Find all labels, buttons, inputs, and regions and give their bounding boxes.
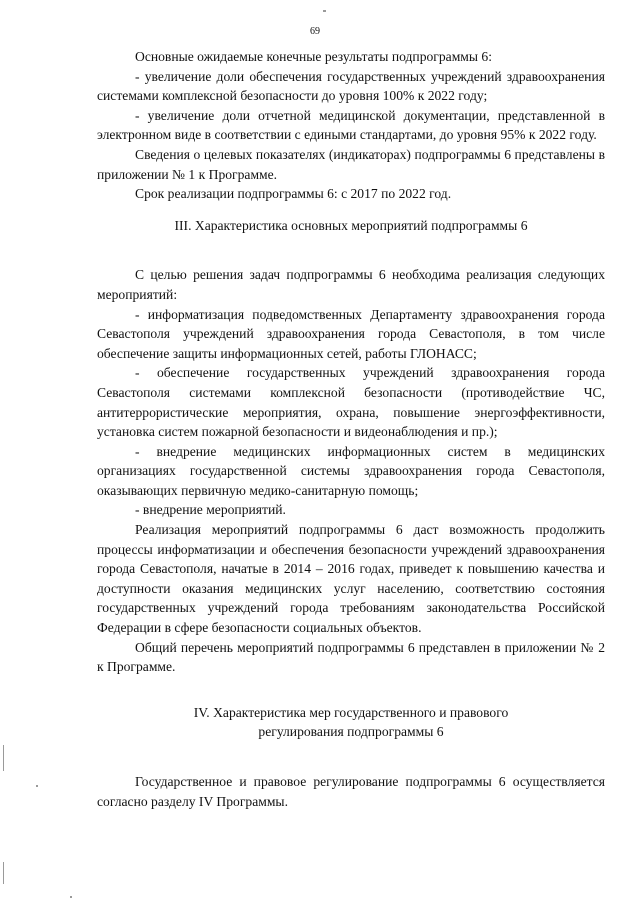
results-intro: Основные ожидаемые конечные результаты подпрограммы 6: bbox=[135, 49, 493, 64]
measure-item-3: - внедрение медицинских информационных систем в медицинских организациях государственной системы здравоохранения города Севастополя, оказывающих первичную медико-санитарную помощь; bbox=[97, 443, 605, 498]
document-body bbox=[97, 47, 605, 811]
scan-mark-bottom bbox=[70, 896, 72, 898]
indicators-paragraph: Сведения о целевых показателях (индикаторах) подпрограммы 6 представлены в приложении № 1 к Программе. bbox=[97, 146, 605, 182]
implementation-paragraph: Реализация мероприятий подпрограммы 6 даст возможность продолжить процессы информатизации и обеспечения безопасности учреждений здравоохранения города Севастополя, начатые в 2014 – 2016 годах, приведет к повышению качества и доступности оказания медицинских услуг населению, соответствию состояния государственных учреждений города требованиям законодательства Российской Федерации в сфере безопасности социальных объектов. bbox=[97, 522, 605, 636]
results-item-1: - увеличение доли обеспечения государственных учреждений здравоохранения системами комплексной безопасности до уровня 100% к 2022 году; bbox=[97, 68, 605, 104]
term-paragraph: Срок реализации подпрограммы 6: с 2017 по 2022 год. bbox=[135, 186, 452, 202]
scan-mark-top bbox=[323, 10, 326, 12]
section-3-heading: III. Характеристика основных мероприятий подпрограммы 6 bbox=[174, 217, 528, 233]
scan-mark-bottom-left bbox=[3, 862, 4, 884]
results-item-2: - увеличение доли отчетной медицинской документации, представленной в электронном виде в соответствии с едиными стандартами, до уровня 95% к 2022 году. bbox=[97, 107, 605, 143]
scan-mark-dot bbox=[36, 785, 38, 787]
measure-item-4: - внедрение мероприятий. bbox=[135, 502, 286, 518]
measure-item-1: - информатизация подведомственных Департаменту здравоохранения города Севастополя учреждений здравоохранения города Севастополя, в том числе обеспечение защиты информационных сетей, работы ГЛОНАСС; bbox=[97, 306, 605, 361]
regulation-paragraph: Государственное и правовое регулирование подпрограммы 6 осуществляется согласно разделу IV Программы. bbox=[97, 774, 605, 809]
scan-mark-left bbox=[3, 745, 4, 771]
page-number: 69 bbox=[310, 26, 320, 37]
section-4-heading-line-1: IV. Характеристика мер государственного и правового bbox=[193, 704, 509, 720]
measures-list-paragraph: Общий перечень мероприятий подпрограммы 6 представлен в приложении № 2 к Программе. bbox=[97, 639, 605, 675]
measure-item-2: - обеспечение государственных учреждений здравоохранения города Севастополя системами комплексной безопасности (противодействие ЧС, антитеррористические мероприятия, охрана, повышение энергоэффективности, установка систем пожарной безопасности и видеонаблюдения и пр.); bbox=[97, 365, 605, 440]
section-3-intro: С целью решения задач подпрограммы 6 необходима реализация следующих мероприятий: bbox=[97, 267, 605, 302]
section-4-heading-line-2: регулирования подпрограммы 6 bbox=[258, 724, 444, 740]
